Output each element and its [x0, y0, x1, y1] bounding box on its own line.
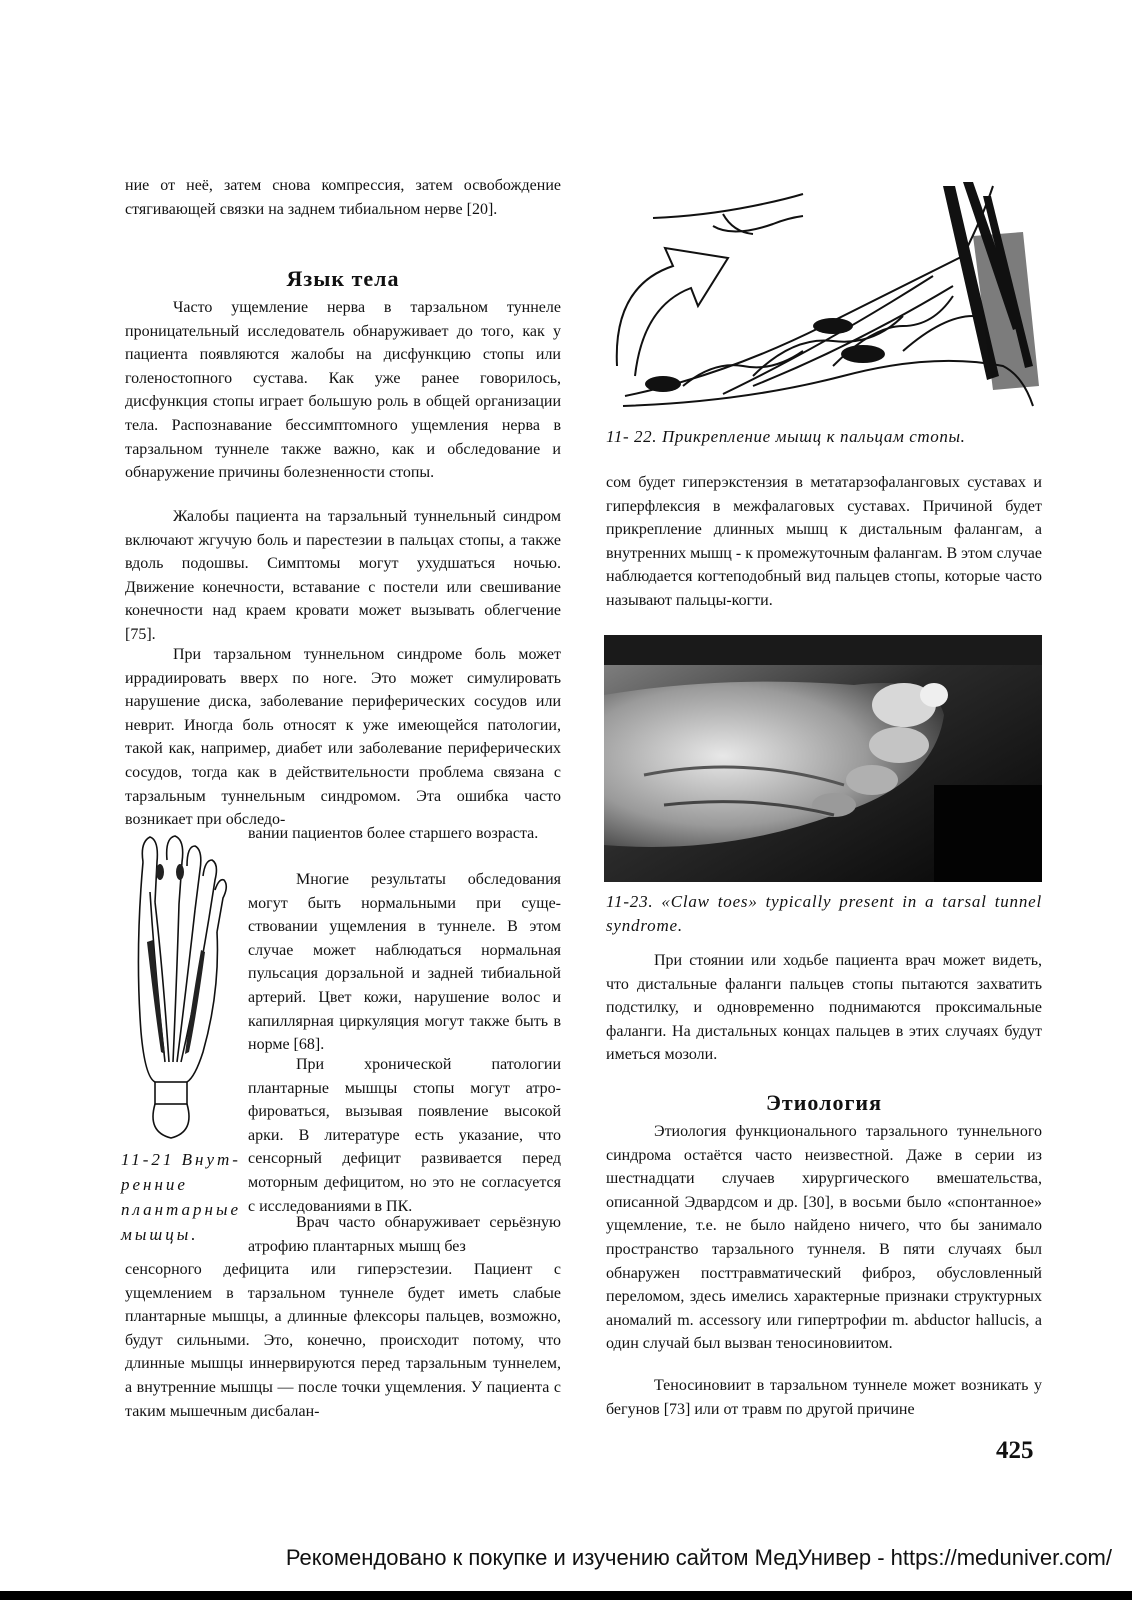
paragraph-body-language-4: Многие результаты обследования могут быть нормальными при существовании ущемления в туннеле. В этом случае может наблюдаться нормальная пульсация дорзальной и задней тибиальной артерий. Цвет кожи, нарушение волос и капиллярная циркуляция могут также быть в норме [68].	[248, 871, 561, 1054]
section-heading-body-language: Язык тела	[286, 266, 400, 291]
paragraph-body-language-6-start: Врач часто обнаруживает серьёзную атрофию плантарных мышц без	[248, 1214, 561, 1255]
paragraph-body-language-2: Жалобы пациента на тарзальный туннельный синдром включают жгучую боль и парестезии в пальцах стопы, а также вдоль подошвы. Симптомы могут ухудшаться ночью. Движение конечности, вставание с постели или свешивание конечности над краем кровати может вызывать облегчение [75].	[125, 508, 561, 643]
figure-toe-muscle-attachment	[603, 176, 1043, 420]
paragraph-etiology-2: Теносиновиит в тарзальном туннеле может возникать у бегунов [73] или от травм по другой причине	[606, 1377, 1042, 1418]
paragraph-body-language-6: сенсорного дефицита или гиперэстезии. Пациент с ущемлением в тарзальном туннеле будет иметь слабые плантарные мышцы, а длинные флексоры пальцев, возможно, будут сильными. Это, конечно, происходит потому, что длинные мышцы иннервируются перед тарзальным туннелем, а внутренние мышцы — после точки ущемления. У пациента с таким мышечным дисбалан-	[125, 1261, 561, 1420]
figure-caption-11-22: 11- 22. Прикрепление мышц к пальцам стопы.	[606, 427, 966, 446]
paragraph-body-language-3-wrap: вании пациентов более старшего возраста.	[248, 825, 539, 842]
figure-claw-toes-photo	[604, 635, 1042, 882]
toe-attachment-drawing	[603, 176, 1043, 420]
paragraph-continuation: ние от неё, затем снова компрессия, затем освобождение стягивающей связки на заднем тибиальном нерве [20].	[125, 177, 561, 218]
figure-caption-11-23: 11-23. «Claw toes» typically present in a tarsal tunnel syndrome.	[606, 892, 1042, 935]
paragraph-body-language-3: При тарзальном туннельном синдроме боль может иррадиировать вверх по ноге. Это может симулировать нарушение диска, заболевание периферических сосудов или неврит. Иногда боль относят к уже имеющейся патологии, такой как, например, диабет или заболевание периферических сосудов, тогда как в действительности проблема связана с тарзальным туннельным синдромом. Эта ошибка часто возникает при обследо-	[125, 646, 561, 829]
paragraph-claw-toes-1: сом будет гиперэкстензия в метатарзофаланговых суставах и гиперфлексия в межфалаговых суставах. Причиной будет прикрепление длинных мышц к дистальным фалангам, а внутренних мышц - к промежуточным фалангам. В этом случае наблюдается когтеподобный вид пальцев стопы, которые часто называют пальцы-когти.	[606, 474, 1042, 609]
paragraph-body-language-1: Часто ущемление нерва в тарзальном туннеле проницательный исследователь обнаруживает до того, как у пациента появляются жалобы на дисфункцию стопы или голеностопного сустава. Как уже ранее говорилось, дисфункция стопы играет большую роль в общей организации тела. Распознавание бессимптомного ущемления нерва в тарзальном туннеле также важно, как и обследование и обнаружение причины болезненности стопы.	[125, 299, 561, 482]
foot-muscles-drawing	[125, 832, 235, 1142]
footer-recommendation: Рекомендовано к покупке и изучению сайтом МедУнивер - https://meduniver.com/	[285, 1545, 1112, 1570]
paragraph-claw-toes-2: При стоянии или ходьбе пациента врач может видеть, что дистальные фаланги пальцев стопы пытаются захватить подстилку, и одновременно поднимаются проксимальные фаланги. На дистальных концах пальцев в этих случаях будут иметься мозоли.	[606, 952, 1042, 1064]
claw-toes-photo	[604, 635, 1042, 882]
section-heading-etiology: Этиология	[765, 1090, 883, 1115]
figure-plantar-muscles	[125, 832, 235, 1142]
page-number: 425	[996, 1437, 1034, 1464]
bottom-border	[0, 1591, 1132, 1600]
paragraph-etiology-1: Этиология функционального тарзального туннельного синдрома остаётся часто неизвестной. Даже в серии из шестнадцати случаев хирургического вмешательства, описанной Эдвардсом и др. [30], в восьми было «спонтанное» ущемление, т.е. не было найдено ничего, что бы занимало пространство тарзального туннеля. В пяти случаях был обнаружен посттравматический фиброз, обусловленный переломом, здесь имелись характерные признаки структурных аномалий m. accessory или гипертрофии m. abductor hallucis, а один случай был вызван теносиновиитом.	[606, 1123, 1042, 1353]
figure-caption-11-21: 11-21 Внутренние плантарные мышцы.	[121, 1150, 242, 1244]
paragraph-body-language-5: При хронической патологии плантарные мышцы стопы могут атрофироваться, вызывая появление высокой арки. В литературе есть указание, что сенсорный дефицит развивается перед моторным дефицитом, но это не согласуется с исследованиями в ПК.	[248, 1056, 561, 1215]
